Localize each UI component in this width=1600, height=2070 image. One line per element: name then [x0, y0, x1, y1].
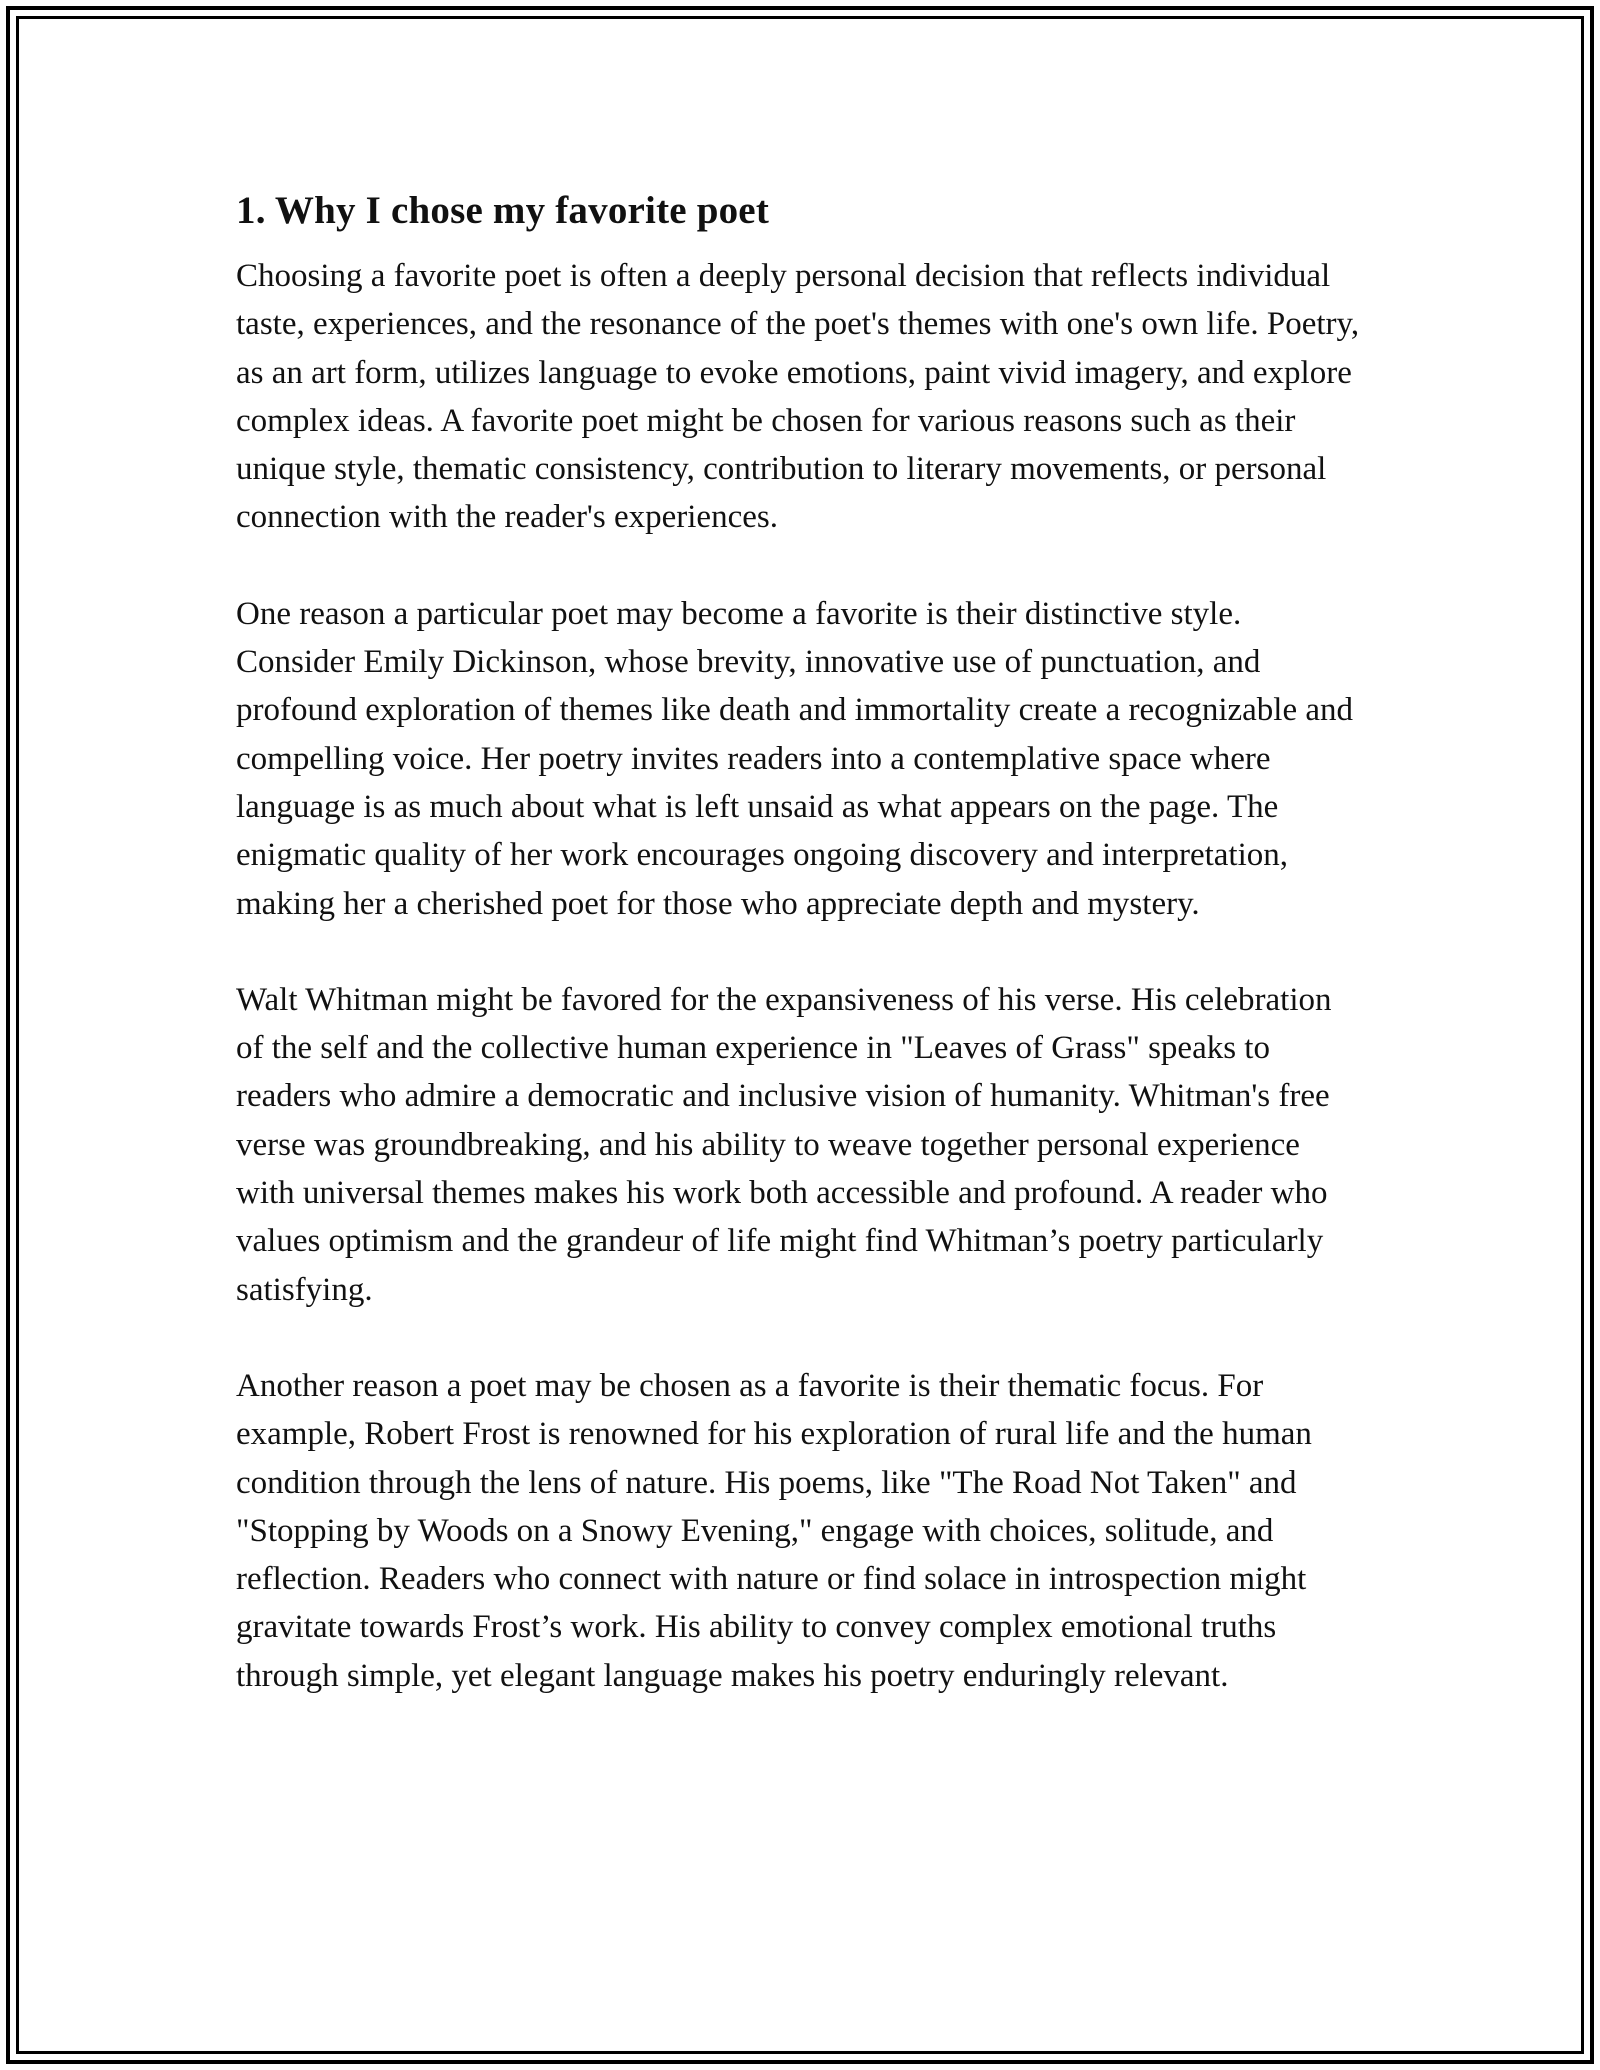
document-body [236, 186, 1366, 1748]
paragraph-frost: Another reason a poet may be chosen as a favorite is their thematic focus. For example, Robert Frost is renowned for his exploration of rural life and the human condition through the lens of nature. His poems, like "The Road Not Taken" and "Stopping by Woods on a Snowy Evening," engage with choices, solitude, and reflection. Readers who connect with nature or find solace in introspection might gravitate towards Frost’s work. His ability to convey complex emotional truths through simple, yet elegant language makes his poetry enduringly relevant. [236, 1367, 1312, 1694]
section-heading: 1. Why I chose my favorite poet [236, 189, 770, 232]
paragraph-intro: Choosing a favorite poet is often a deeply personal decision that reflects individual taste, experiences, and the resonance of the poet's themes with one's own life. Poetry, as an art form, utilizes language to evoke emotions, paint vivid imagery, and explore complex ideas. A favorite poet might be chosen for various reasons such as their unique style, thematic consistency, contribution to literary movements, or personal connection with the reader's experiences. [236, 258, 1360, 536]
paragraph-whitman: Walt Whitman might be favored for the expansiveness of his verse. His celebration of the self and the collective human experience in "Leaves of Grass" speaks to readers who admire a democratic and inclusive vision of humanity. Whitman's free verse was groundbreaking, and his ability to weave together personal experience with universal themes makes his work both accessible and profound. A reader who values optimism and the grandeur of life might find Whitman’s poetry particularly satisfying. [236, 981, 1332, 1308]
paragraph-dickinson: One reason a particular poet may become a favorite is their distinctive style. Consider Emily Dickinson, whose brevity, innovative use of punctuation, and profound exploration of themes like death and immortality create a recognizable and compelling voice. Her poetry invites readers into a contemplative space where language is as much about what is left unsaid as what appears on the page. The enigmatic quality of her work encourages ongoing discovery and interpretation, making her a cherished poet for those who appreciate depth and mystery. [236, 595, 1353, 922]
